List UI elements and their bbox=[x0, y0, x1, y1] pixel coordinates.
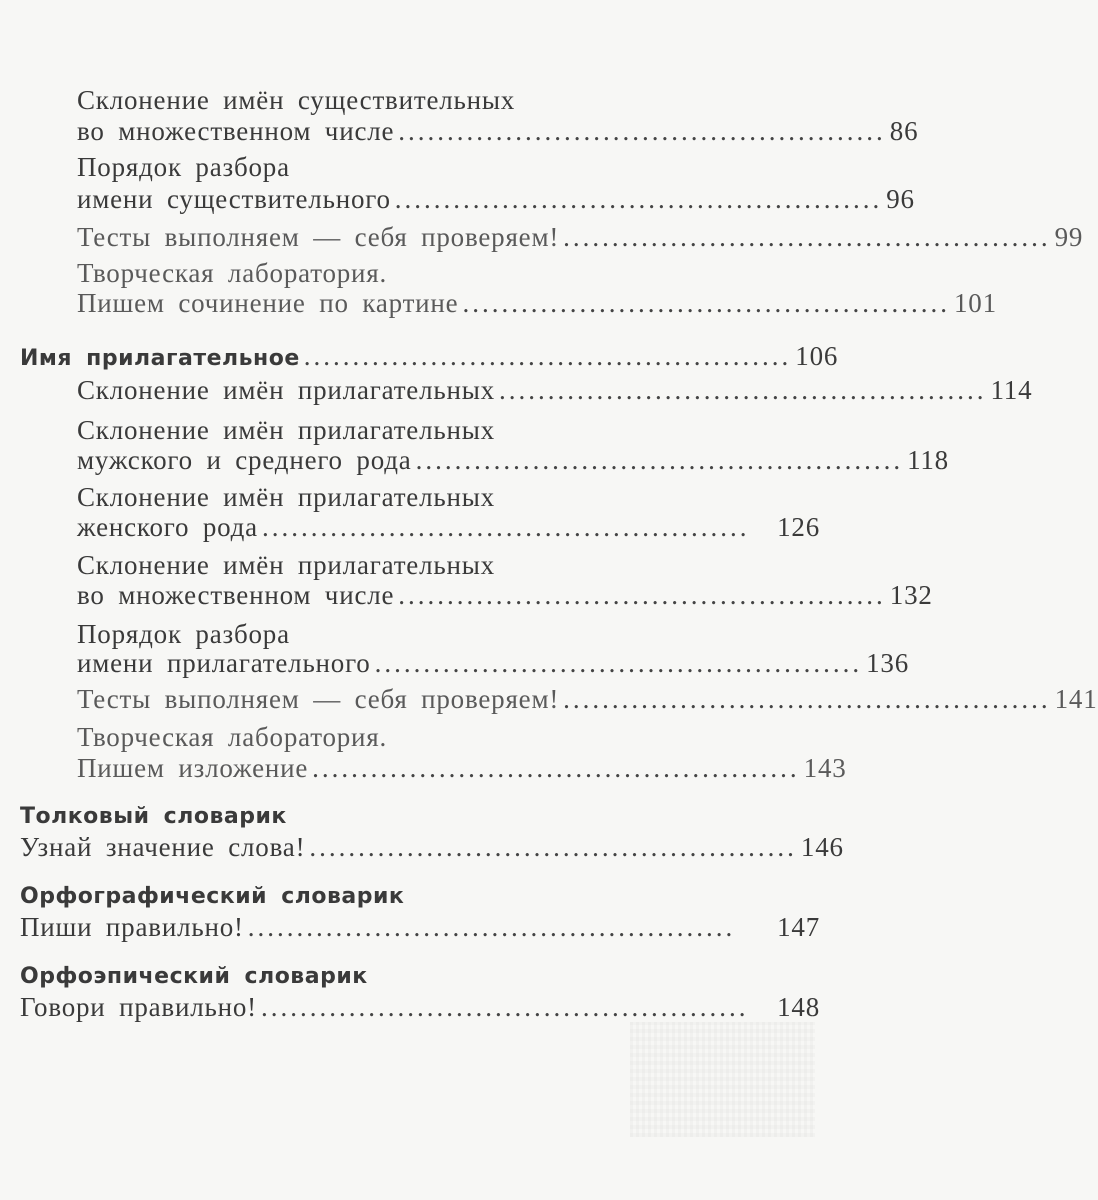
toc-page-number: 118 bbox=[907, 445, 949, 475]
toc-page-number: 136 bbox=[866, 648, 910, 678]
dot-leader: .................................................. bbox=[303, 341, 792, 371]
dot-leader: .................................................. bbox=[398, 116, 886, 146]
toc-page-number: 143 bbox=[803, 753, 847, 783]
dot-leader: .................................................. bbox=[394, 184, 883, 214]
toc-page-number: 96 bbox=[886, 184, 915, 214]
toc-page-number: 141 bbox=[1054, 684, 1098, 714]
toc-entry-row[interactable] bbox=[77, 578, 933, 612]
dot-leader: .................................................. bbox=[247, 912, 736, 942]
toc-entry-row[interactable] bbox=[77, 751, 847, 785]
toc-section-row[interactable] bbox=[20, 339, 839, 373]
toc-page-number: 147 bbox=[777, 912, 820, 942]
toc-page-number: 132 bbox=[889, 580, 933, 610]
toc-entry-title: Порядок разбора bbox=[77, 619, 290, 649]
toc-entry-title: Склонение имён прилагательных bbox=[77, 415, 495, 445]
toc-entry-row[interactable] bbox=[77, 682, 1098, 716]
toc-entry-title: Склонение имён прилагательных bbox=[77, 550, 495, 580]
toc-entry-title: Пишем изложение bbox=[77, 753, 309, 783]
toc-page-number: 146 bbox=[800, 832, 844, 862]
toc-section-row[interactable] bbox=[20, 990, 820, 1024]
toc-page-number: 99 bbox=[1054, 222, 1084, 252]
toc-page-number: 114 bbox=[990, 375, 1033, 405]
toc-entry-title: Склонение имён прилагательных bbox=[77, 375, 495, 405]
toc-entry-title: Творческая лаборатория. bbox=[77, 722, 388, 752]
toc-entry-title: Склонение имён прилагательных bbox=[77, 482, 495, 512]
dot-leader: .................................................. bbox=[462, 288, 950, 318]
toc-section-title: Имя прилагательное bbox=[20, 346, 300, 371]
dot-leader: .................................................. bbox=[312, 753, 800, 783]
toc-entry-row[interactable] bbox=[77, 182, 915, 216]
dot-leader: .................................................. bbox=[260, 992, 749, 1022]
toc-section-row[interactable] bbox=[20, 910, 820, 944]
toc-page-number: 148 bbox=[777, 992, 820, 1022]
dot-leader: .................................................. bbox=[398, 580, 886, 610]
faded-print-smudge bbox=[630, 1022, 815, 1137]
dot-leader: .................................................. bbox=[563, 222, 1051, 252]
toc-entry-title: Пишем сочинение по картине bbox=[77, 288, 459, 318]
dot-leader: .................................................. bbox=[415, 445, 904, 475]
toc-section-title: Орфоэпический словарик bbox=[20, 964, 368, 989]
toc-entry-title: Пиши правильно! bbox=[20, 912, 244, 942]
toc-entry-row[interactable] bbox=[77, 286, 997, 320]
dot-leader: .................................................. bbox=[374, 648, 863, 678]
dot-leader: .................................................. bbox=[309, 832, 797, 862]
toc-page-number: 126 bbox=[777, 512, 820, 542]
toc-page-number: 106 bbox=[795, 341, 839, 371]
toc-entry-row[interactable] bbox=[77, 443, 949, 477]
toc-entry-title: имени существительного bbox=[77, 184, 391, 214]
toc-section-title: Орфографический словарик bbox=[20, 884, 405, 909]
toc-page-number: 86 bbox=[889, 116, 919, 146]
toc-entry-title: Творческая лаборатория. bbox=[77, 258, 388, 288]
toc-entry-row[interactable] bbox=[77, 646, 910, 680]
toc-entry-row[interactable] bbox=[77, 220, 1084, 254]
toc-entry-title: имени прилагательного bbox=[77, 648, 371, 678]
toc-entry-title: Тесты выполняем — себя проверяем! bbox=[77, 222, 560, 252]
dot-leader: .................................................. bbox=[563, 684, 1051, 714]
toc-entry-title: Узнай значение слова! bbox=[20, 832, 306, 862]
toc-entry-row[interactable] bbox=[77, 510, 820, 544]
toc-entry-title: Склонение имён существительных bbox=[77, 85, 516, 115]
toc-entry-title: Тесты выполняем — себя проверяем! bbox=[77, 684, 560, 714]
dot-leader: .................................................. bbox=[261, 512, 750, 542]
toc-entry-row[interactable] bbox=[77, 373, 1033, 407]
toc-entry-title: Порядок разбора bbox=[77, 152, 290, 182]
toc-entry-row[interactable] bbox=[77, 114, 919, 148]
toc-section-row[interactable] bbox=[20, 830, 844, 864]
toc-page-number: 101 bbox=[953, 288, 997, 318]
toc-entry-title: Говори правильно! bbox=[20, 992, 257, 1022]
toc-entry-title: мужского и среднего рода bbox=[77, 445, 412, 475]
toc-entry-title: во множественном числе bbox=[77, 580, 395, 610]
toc-section-title: Толковый словарик bbox=[20, 804, 287, 829]
toc-entry-title: во множественном числе bbox=[77, 116, 395, 146]
toc-entry-title: женского рода bbox=[77, 512, 258, 542]
dot-leader: .................................................. bbox=[498, 375, 987, 405]
